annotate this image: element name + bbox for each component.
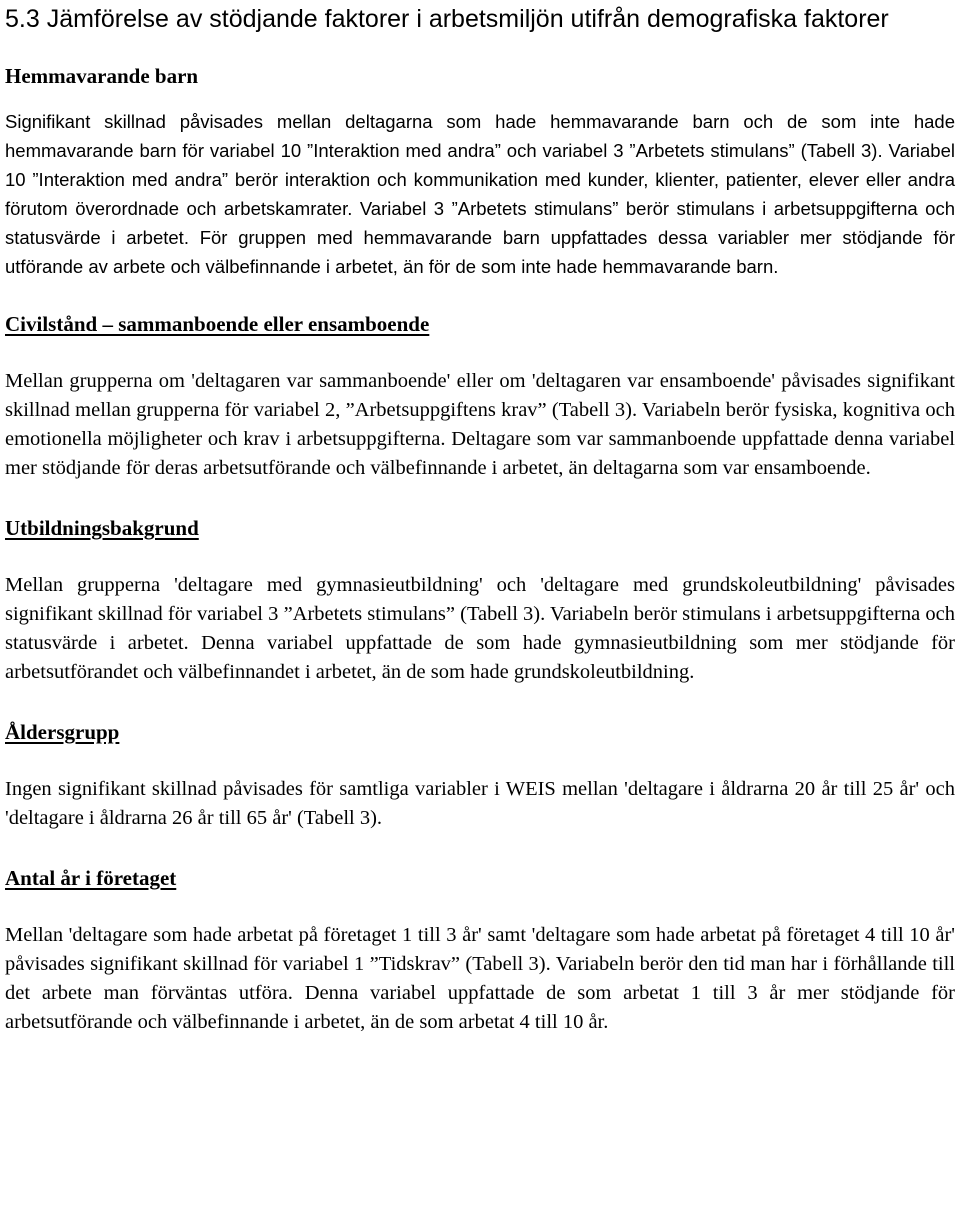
section-heading-civilstand: Civilstånd – sammanboende eller ensamboende <box>5 312 430 336</box>
section-heading-antal-ar: Antal år i företaget <box>5 866 177 890</box>
paragraph-antal-ar: Mellan 'deltagare som hade arbetat på företaget 1 till 3 år' samt 'deltagare som hade arbetat på företaget 4 till 10 år' påvisades signifikant skillnad för variabel 1 ”Tidskrav” (Tabell 3). Variabeln berör den tid man har i förhållande till det arbete man förväntas utföra. Denna variabel uppfattade de som arbetat 1 till 3 år mer stödjande för arbetsutförande och välbefinnande i arbetet, än de som arbetat 4 till 10 år. <box>5 924 955 1033</box>
document-page <box>5 0 955 1037</box>
paragraph-civilstand: Mellan grupperna om 'deltagaren var sammanboende' eller om 'deltagaren var ensamboende' påvisades signifikant skillnad mellan grupperna för variabel 2, ”Arbetsuppgiftens krav” (Tabell 3). Variabeln berör fysiska, kognitiva och emotionella möjligheter och krav i arbetsuppgifterna. Deltagare som var sammanboende uppfattade denna variabel mer stödjande för deras arbetsutförande och välbefinnande i arbetet, än deltagarna som var ensamboende. <box>5 370 955 479</box>
paragraph-utbildningsbakgrund: Mellan grupperna 'deltagare med gymnasieutbildning' och 'deltagare med grundskoleutbildning' påvisades signifikant skillnad för variabel 3 ”Arbetets stimulans” (Tabell 3). Variabeln berör stimulans i arbetsuppgifterna och statusvärde i arbetet. Denna variabel uppfattade de som hade gymnasieutbildning som mer stödjande för arbetsutförandet och välbefinnandet i arbetet, än de som hade grundskoleutbildning. <box>5 574 955 683</box>
paragraph-aldersgrupp: Ingen signifikant skillnad påvisades för samtliga variabler i WEIS mellan 'deltagare i åldrarna 20 år till 25 år' och 'deltagare i åldrarna 26 år till 65 år' (Tabell 3). <box>5 778 955 829</box>
paragraph-hemmavarande-barn: Signifikant skillnad påvisades mellan deltagarna som hade hemmavarande barn och de som inte hade hemmavarande barn för variabel 10 ”Interaktion med andra” och variabel 3 ”Arbetets stimulans” (Tabell 3). Variabel 10 ”Interaktion med andra” berör interaktion och kommunikation med kunder, klienter, patienter, elever eller andra förutom överordnade och arbetskamrater. Variabel 3 ”Arbetets stimulans” berör stimulans i arbetsuppgifterna och statusvärde i arbetet. För gruppen med hemmavarande barn uppfattades dessa variabler mer stödjande för utförande av arbete och välbefinnande i arbetet, än för de som inte hade hemmavarande barn. <box>5 111 955 277</box>
section-heading-utbildningsbakgrund: Utbildningsbakgrund <box>5 516 199 540</box>
section-heading-aldersgrupp: Åldersgrupp <box>5 720 120 744</box>
page-title: 5.3 Jämförelse av stödjande faktorer i arbetsmiljön utifrån demografiska faktorer <box>5 5 889 33</box>
section-heading-hemmavarande-barn: Hemmavarande barn <box>5 64 199 88</box>
